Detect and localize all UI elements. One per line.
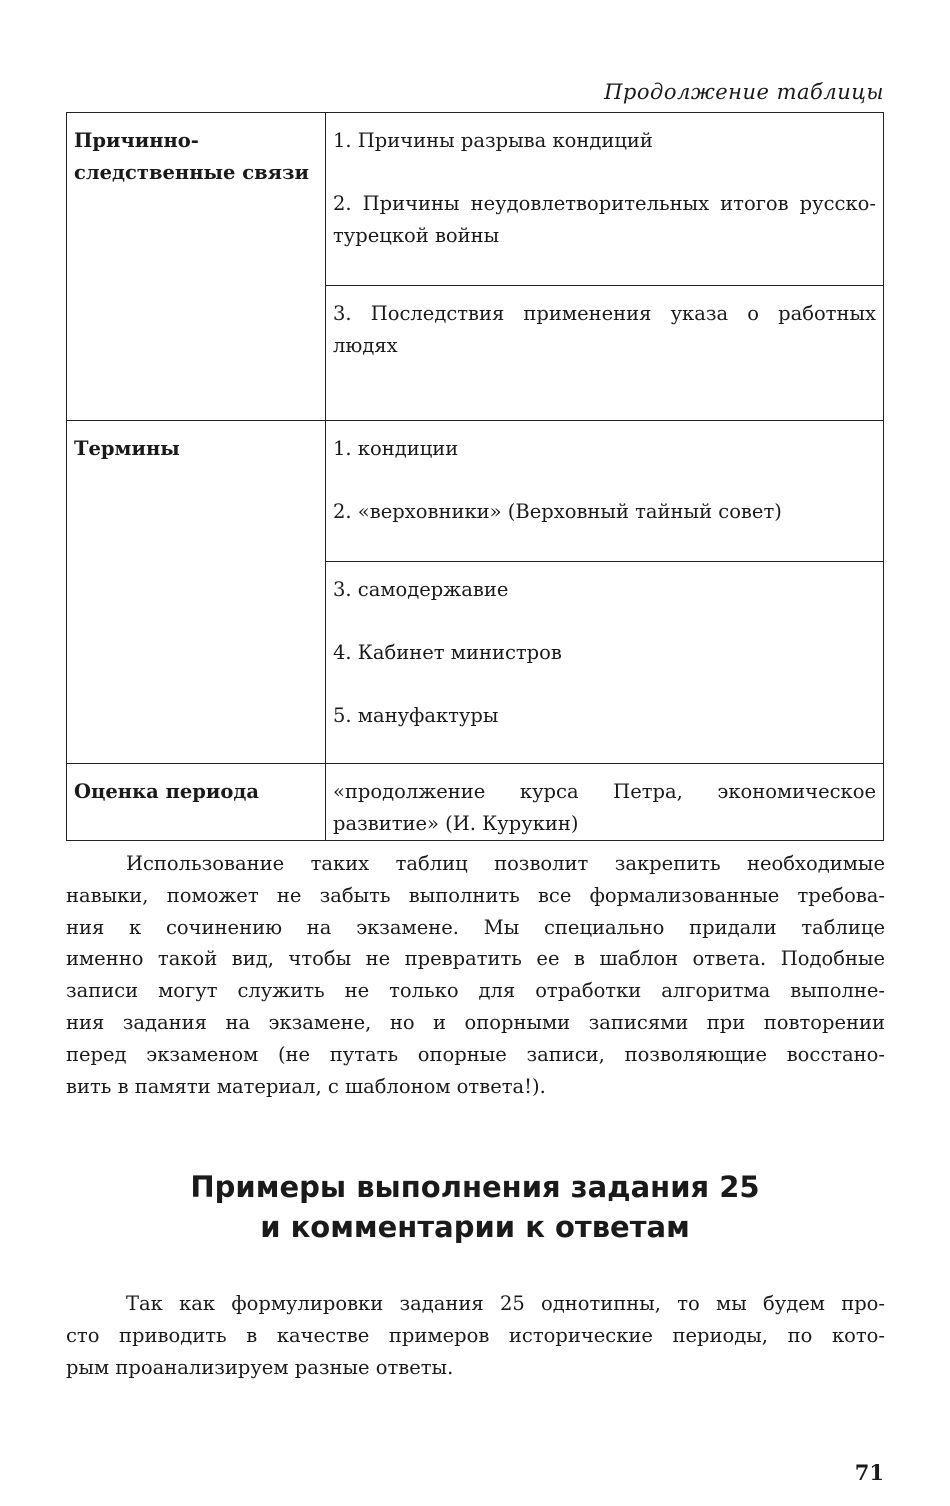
causal-item-1: 1. Причины разрыва кондиций	[333, 129, 653, 152]
table-row-assessment	[67, 764, 884, 841]
analysis-table	[66, 112, 884, 841]
causal-cell-b	[326, 286, 884, 421]
paragraph2-line: Так как формулировки задания 25 однотипны, то мы будем про-	[126, 1292, 885, 1315]
terms-item-4: 4. Кабинет министров	[333, 641, 562, 664]
table-row-causal	[67, 113, 884, 286]
section-heading-line: и комментарии к ответам	[260, 1210, 690, 1244]
causal-item-2: 2. Причины неудовлетворительных итогов русско-турецкой войны	[333, 192, 876, 247]
terms-item-2: 2. «верховники» (Верховный тайный совет)	[333, 500, 782, 523]
table-row-terms	[67, 421, 884, 562]
paragraph1-line: вить в памяти материал, с шаблоном ответа!).	[66, 1074, 546, 1098]
terms-cell-a	[326, 421, 884, 562]
paragraph1-line: перед экзаменом (не путать опорные записи, позволяющие восстано-	[66, 1042, 885, 1066]
paragraph1-line: именно такой вид, чтобы не превратить ее в шаблон ответа. Подобные	[66, 947, 885, 971]
section-heading	[0, 1167, 950, 1247]
terms-cell-b	[326, 562, 884, 764]
assessment-cell	[326, 764, 884, 841]
paragraph1-line: ния к сочинению на экзамене. Мы специально придали таблице	[66, 915, 885, 939]
assessment-header-cell	[67, 764, 326, 841]
page-number: 71	[854, 1460, 884, 1485]
paragraph1-line: навыки, поможет не забыть выполнить все формализованные требова-	[66, 883, 885, 907]
paragraph1-line: Использование таких таблиц позволит закрепить необходимые	[126, 852, 885, 875]
assessment-header: Оценка периода	[74, 780, 259, 803]
causal-item-3: 3. Последствия применения указа о работных людях	[333, 302, 876, 357]
terms-item-3: 3. самодержавие	[333, 578, 509, 601]
terms-item-1: 1. кондиции	[333, 437, 459, 460]
paragraph-table-usage	[66, 848, 885, 1102]
paragraph1-line: ния задания на экзамене, но и опорными записями при повторении	[66, 1010, 885, 1034]
causal-header-cell	[67, 113, 326, 421]
terms-header-cell	[67, 421, 326, 764]
paragraph2-line: сто приводить в качестве примеров исторические периоды, по кото-	[66, 1323, 885, 1347]
causal-cell-a	[326, 113, 884, 286]
causal-header: Причинно-следственные связи	[74, 129, 309, 184]
paragraph2-line: рым проанализируем разные ответы.	[66, 1355, 454, 1379]
table-continuation-caption: Продолжение таблицы	[604, 80, 884, 104]
paragraph1-line: записи могут служить не только для отработки алгоритма выполне-	[66, 979, 885, 1003]
assessment-text: «продолжение курса Петра, экономическое развитие» (И. Курукин)	[333, 780, 876, 835]
terms-item-5: 5. мануфактуры	[333, 704, 499, 727]
section-heading-line: Примеры выполнения задания 25	[190, 1170, 760, 1204]
paragraph-examples-intro	[66, 1288, 885, 1383]
terms-header: Термины	[74, 437, 180, 460]
